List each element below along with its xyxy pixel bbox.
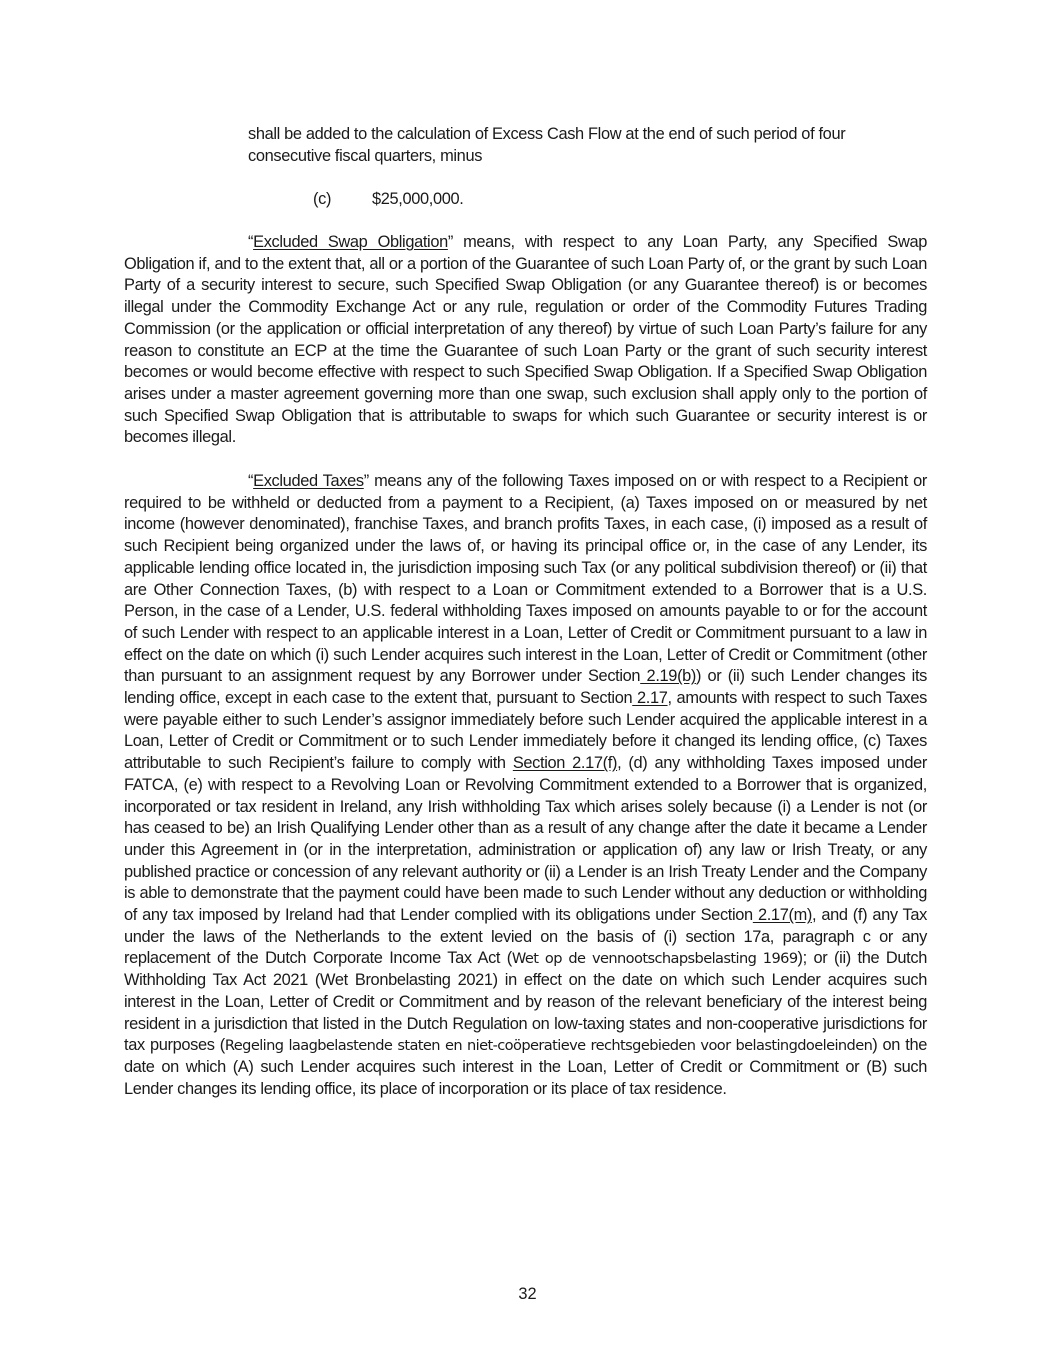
excluded-swap-obligation-definition [124,232,927,449]
excluded-taxes-definition [124,471,927,1100]
clause-c-label: (c) [313,190,332,208]
taxes-text-2: ) or (ii) such Lender changes its lending office, except in each case to the extent that, pursuant to Section [124,667,928,708]
section-ref-2-17-m: 2.17(m) [752,906,812,925]
clause-c-amount: $25,000,000. [372,190,464,208]
section-ref-2-17: 2.17 [632,689,668,708]
swap-definition-text: ” means, with respect to any Loan Party, any Specified Swap Obligation if, and to the extent that, all or a portion of the Guarantee of such Loan Party of, or the grant by such Loan Party of a security interest to secure, such Specified Swap Obligation (or any Guarantee thereof) is or becomes illegal under the Commodity Exchange Act or any rule, regulation or order of the Commodity Futures Trading Commission (or the application or official interpretation of any thereof) by virtue of such Loan Party’s failure for any reason to constitute an ECP at the time the Guarantee of such Loan Party or the grant of such security interest becomes or would become effective with respect to such Specified Swap Obligation. If a Specified Swap Obligation arises under a master agreement governing more than one swap, such exclusion shall apply only to the portion of such Specified Swap Obligation that is attributable to swaps for which such Guarantee or security interest is or becomes illegal. [124,233,927,447]
open-quote: “ [248,233,254,251]
taxes-text-4: , (d) any withholding Taxes imposed under FATCA, (e) with respect to a Revolving Loan or Revolving Commitment extended to a Borrower that is organized, incorporated or tax resident in Ireland, any Irish withholding Tax which arises solely because (i) a Lender is not (or has ceased to be) an Irish Qualifying Lender other than as a result of any change after the date it became a Lender under this Agreement in (or in the interpretation, administration or application of) any law or Irish Treaty, or any published practice or concession of any relevant authority or (ii) a Lender is an Irish Treaty Lender and the Company is able to demonstrate that the payment could have been made to such Lender without any deduction or withholding of any tax imposed by Ireland had that Lender complied with its obligations under Section [124,754,927,925]
defined-term-excluded-swap-obligation: Excluded Swap Obligation [253,233,448,251]
dutch-act-name: Wet op de vennootschapsbelasting 1969 [511,950,798,968]
taxes-text-1: ” means any of the following Taxes imposed on or with respect to a Recipient or required to be withheld or deducted from a payment to a Recipient, (a) Taxes imposed on or measured by net income (however denominated), franchise Taxes, and branch profits Taxes, in each case, (i) imposed as a result of such Recipient being organized under the laws of, or having its principal office or, in the case of any Lender, its applicable lending office located in, the jurisdiction imposing such Tax (or any political subdivision thereof) or (ii) that are Other Connection Taxes, (b) with respect to a Loan or Commitment extended to a Borrower that is a U.S. Person, in the case of a Lender, U.S. federal withholding Taxes imposed on amounts payable to or for the account of such Lender with respect to an applicable interest in a Loan, Letter of Credit or Commitment pursuant to a law in effect on the date on which (i) such Lender acquires such interest in the Loan, Letter of Credit or Commitment (other than pursuant to an assignment request by any Borrower under Section [124,472,927,686]
open-quote: “ [248,472,254,490]
continuation-paragraph: shall be added to the calculation of Excess Cash Flow at the end of such period of four consecutive fiscal quarters, minus [248,125,846,165]
page-number: 32 [518,1285,537,1303]
taxes-text-6: ); or (ii) the Dutch Withholding Tax Act 2021 (Wet Bronbelasting 2021) in effect on the date on which such Lender acquires such interest in the Loan, Letter of Credit or Commitment and by reason of the relevant beneficiary of the interest being resident in a jurisdiction that listed in the Dutch Regulation on low-taxing states and non-cooperative jurisdictions for tax purposes ( [124,949,928,1055]
taxes-text-7: ) on the date on which (A) such Lender acquires such interest in the Loan, Letter of Credit or Commitment or (B) such Lender changes its lending office, its place of incorporation or its place of tax residence. [124,1036,927,1098]
taxes-text-3: , amounts with respect to such Taxes were payable either to such Lender’s assignor immediately before such Lender acquired the applicable interest in a Loan, Letter of Credit or Commitment or to such Lender immediately before it changed its lending office, (c) Taxes attributable to such Recipient’s failure to comply with [124,689,927,773]
section-ref-2-19-b: 2.19(b) [640,667,697,686]
clause-c [313,189,464,211]
taxes-text-5: , and (f) any Tax under the laws of the Netherlands to the extent levied on the basis of (i) section 17a, paragraph c or any replacement of the Dutch Corporate Income Tax Act ( [124,906,928,968]
section-ref-2-17-f: Section 2.17(f) [512,754,618,773]
dutch-regulation-name: Regeling laagbelastende staten en niet-coöperatieve rechtsgebieden voor belastingdoeleinden [224,1037,873,1055]
defined-term-excluded-taxes: Excluded Taxes [253,472,364,490]
